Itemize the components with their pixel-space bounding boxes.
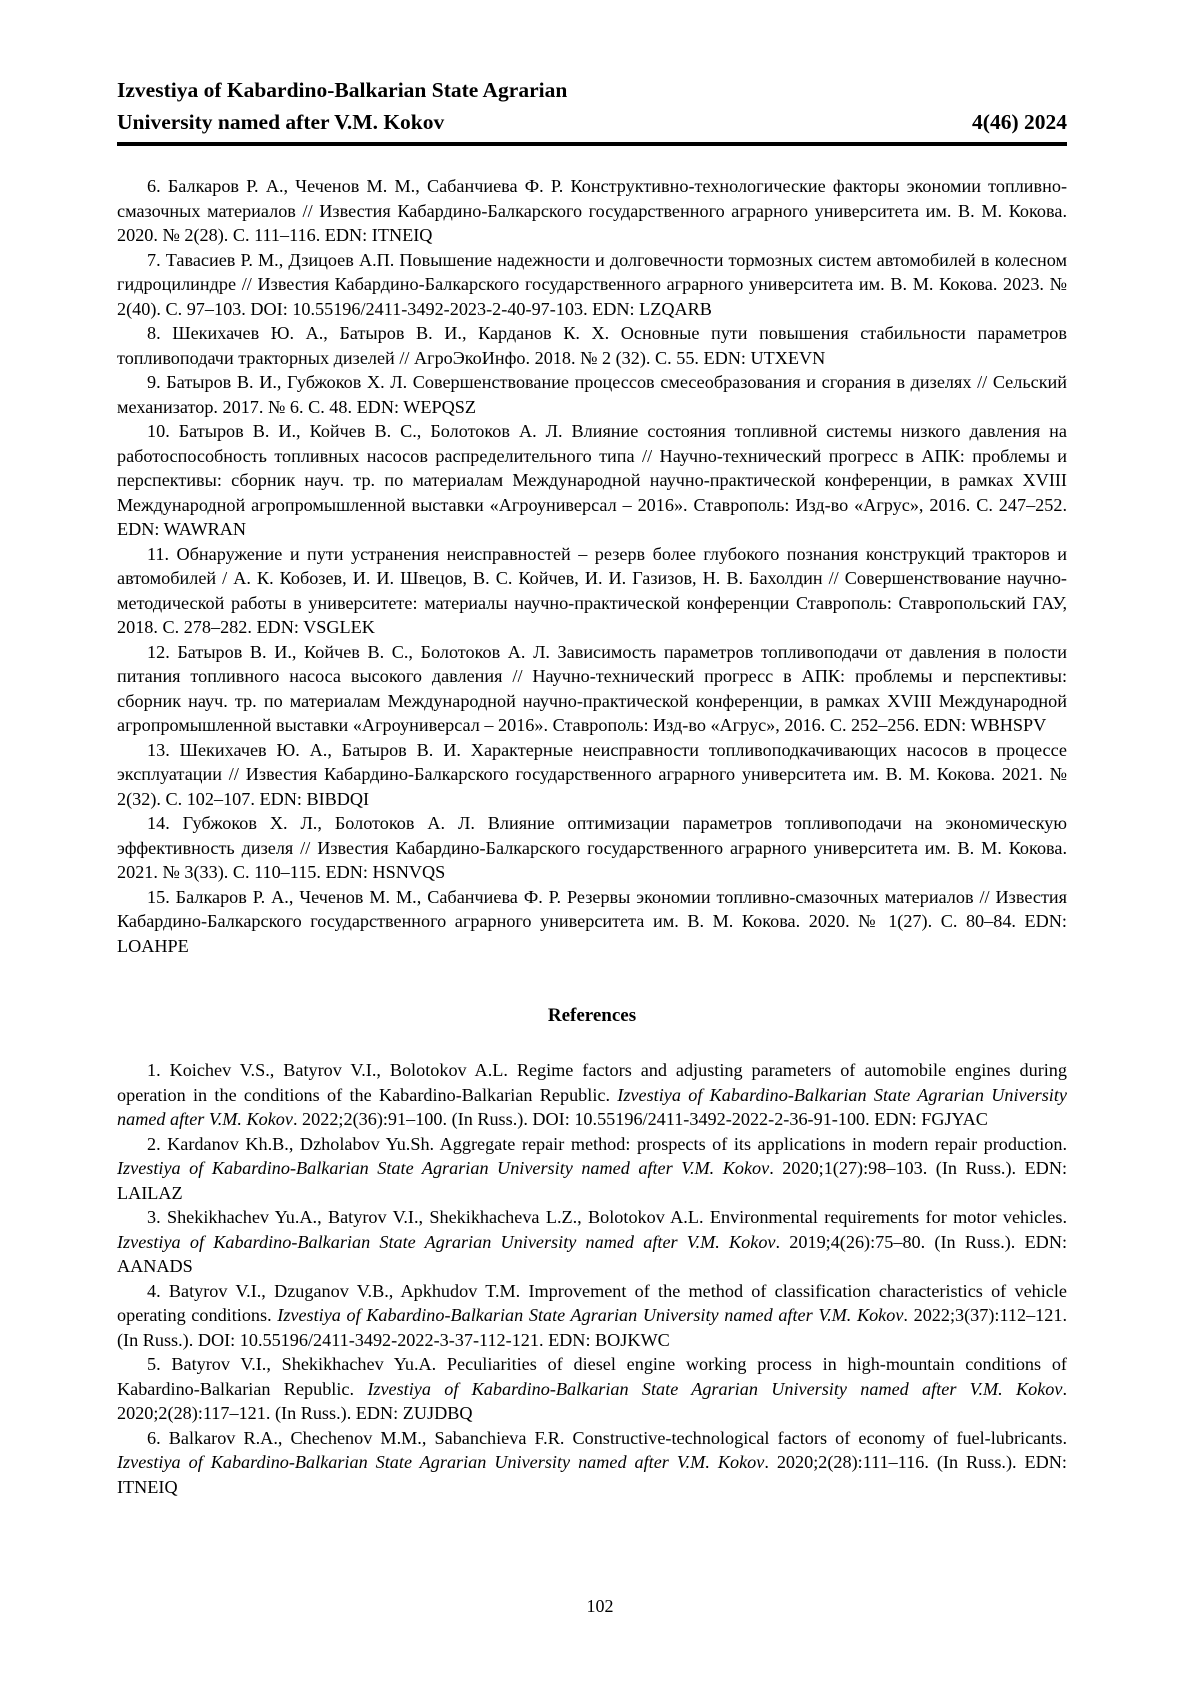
english-reference-list — [117, 1058, 1067, 1499]
reference-item: 7. Тавасиев Р. М., Дзицоев А.П. Повышение надежности и долговечности тормозных систем автомобилей в колесном гидроцилиндре // Известия Кабардино-Балкарского государственного аграрного университета им. В. М. Кокова. 2023. № 2(40). С. 97–103. DOI: 10.55196/2411-3492-2023-2-40-97-103. EDN: LZQARB — [117, 248, 1067, 322]
page-number: 102 — [0, 1594, 1200, 1618]
reference-item: 6. Балкаров Р. А., Чеченов М. М., Сабанчиева Ф. Р. Конструктивно-технологические факторы экономии топливно-смазочных материалов // Известия Кабардино-Балкарского государственного аграрного университета им. В. М. Кокова. 2020. № 2(28). С. 111–116. EDN: ITNEIQ — [117, 174, 1067, 248]
reference-item — [117, 1426, 1067, 1500]
reference-item: 15. Балкаров Р. А., Чеченов М. М., Сабанчиева Ф. Р. Резервы экономии топливно-смазочных материалов // Известия Кабардино-Балкарского государственного аграрного университета им. В. М. Кокова. 2020. № 1(27). С. 80–84. EDN: LOAHPE — [117, 885, 1067, 959]
reference-details: . 2020;2(28):117–121. (In Russ.). EDN: ZUJDBQ — [117, 1379, 1067, 1424]
reference-details: . 2020;1(27):98–103. (In Russ.). EDN: LAILAZ — [117, 1158, 1067, 1203]
reference-details: . 2022;3(37):112–121. (In Russ.). DOI: 10.55196/2411-3492-2022-3-37-112-121. EDN: BOJKWC — [117, 1305, 1067, 1350]
reference-authors-title: 3. Shekikhachev Yu.A., Batyrov V.I., Shekikhacheva L.Z., Bolotokov A.L. Environmental requirements for motor vehicles. — [147, 1207, 1067, 1227]
reference-journal: Izvestiya of Kabardino-Balkarian State Agrarian University named after V.M. Kokov — [277, 1305, 903, 1325]
journal-title-line2: University named after V.M. Kokov — [117, 106, 444, 138]
reference-journal: Izvestiya of Kabardino-Balkarian State Agrarian University named after V.M. Kokov — [117, 1158, 769, 1178]
reference-journal: Izvestiya of Kabardino-Balkarian State Agrarian University named after V.M. Kokov — [117, 1232, 776, 1252]
reference-item: 11. Обнаружение и пути устранения неисправностей – резерв более глубокого познания конструкций тракторов и автомобилей / А. К. Кобозев, И. И. Швецов, В. С. Койчев, И. И. Газизов, Н. В. Бахолдин // Совершенствование научно-методической работы в университете: материалы научно-практической конференции Ставрополь: Ставропольский ГАУ, 2018. С. 278–282. EDN: VSGLEK — [117, 542, 1067, 640]
reference-authors-title: 4. Batyrov V.I., Dzuganov V.B., Apkhudov T.M. Improvement of the method of classification characteristics of vehicle operating conditions. — [117, 1281, 1067, 1326]
header-divider — [117, 142, 1067, 146]
reference-authors-title: 2. Kardanov Kh.B., Dzholabov Yu.Sh. Aggregate repair method: prospects of its applications in modern repair production. — [147, 1134, 1067, 1154]
header-line-1 — [117, 74, 1067, 106]
reference-details: . 2020;2(28):111–116. (In Russ.). EDN: ITNEIQ — [117, 1452, 1067, 1497]
reference-item: 14. Губжоков Х. Л., Болотоков А. Л. Влияние оптимизации параметров топливоподачи на экономическую эффективность дизеля // Известия Кабардино-Балкарского государственного аграрного университета им. В. М. Кокова. 2021. № 3(33). С. 110–115. EDN: HSNVQS — [117, 811, 1067, 885]
reference-item: 9. Батыров В. И., Губжоков Х. Л. Совершенствование процессов смесеобразования и сгорания в дизелях // Сельский механизатор. 2017. № 6. С. 48. EDN: WEPQSZ — [117, 370, 1067, 419]
article-body — [117, 174, 1067, 1499]
header-line-2 — [117, 106, 1067, 138]
journal-title-line1: Izvestiya of Kabardino-Balkarian State Agrarian — [117, 74, 567, 106]
russian-reference-list — [117, 174, 1067, 958]
reference-item: 10. Батыров В. И., Койчев В. С., Болотоков А. Л. Влияние состояния топливной системы низкого давления на работоспособность топливных насосов распределительного типа // Научно-технический прогресс в АПК: проблемы и перспективы: сборник науч. тр. по материалам Международной научно-практической конференции, в рамках XVIII Международной агропромышленной выставки «Агроуниверсал – 2016». Ставрополь: Изд-во «Агрус», 2016. С. 247–252. EDN: WAWRAN — [117, 419, 1067, 542]
page — [0, 0, 1200, 1697]
running-header — [117, 74, 1067, 138]
reference-details: . 2019;4(26):75–80. (In Russ.). EDN: AANADS — [117, 1232, 1067, 1277]
issue-number: 4(46) 2024 — [972, 106, 1067, 138]
reference-authors-title: 6. Balkarov R.A., Chechenov M.M., Sabanchieva F.R. Constructive-technological factors of economy of fuel-lubricants. — [147, 1428, 1067, 1448]
references-heading: References — [117, 1004, 1067, 1028]
reference-authors-title: 5. Batyrov V.I., Shekikhachev Yu.A. Peculiarities of diesel engine working process in high-mountain conditions of Kabardino-Balkarian Republic. — [117, 1354, 1067, 1399]
reference-journal: Izvestiya of Kabardino-Balkarian State Agrarian University named after V.M. Kokov — [117, 1085, 1067, 1130]
reference-details: . 2022;2(36):91–100. (In Russ.). DOI: 10.55196/2411-3492-2022-2-36-91-100. EDN: FGJYAC — [293, 1109, 988, 1129]
reference-item — [117, 1352, 1067, 1426]
reference-item — [117, 1132, 1067, 1206]
reference-journal: Izvestiya of Kabardino-Balkarian State Agrarian University named after V.M. Kokov — [367, 1379, 1062, 1399]
reference-item: 8. Шекихачев Ю. А., Батыров В. И., Карданов К. Х. Основные пути повышения стабильности параметров топливоподачи тракторных дизелей // АгроЭкоИнфо. 2018. № 2 (32). С. 55. EDN: UTXEVN — [117, 321, 1067, 370]
reference-item: 12. Батыров В. И., Койчев В. С., Болотоков А. Л. Зависимость параметров топливоподачи от давления в полости питания топливного насоса высокого давления // Научно-технический прогресс в АПК: проблемы и перспективы: сборник науч. тр. по материалам Международной научно-практической конференции, в рамках XVIII Международной агропромышленной выставки «Агроуниверсал – 2016». Ставрополь: Изд-во «Агрус», 2016. С. 252–256. EDN: WBHSPV — [117, 640, 1067, 738]
reference-item — [117, 1279, 1067, 1353]
reference-item — [117, 1058, 1067, 1132]
reference-item — [117, 1205, 1067, 1279]
reference-journal: Izvestiya of Kabardino-Balkarian State Agrarian University named after V.M. Kokov — [117, 1452, 764, 1472]
reference-authors-title: 1. Koichev V.S., Batyrov V.I., Bolotokov A.L. Regime factors and adjusting parameters of automobile engines during operation in the conditions of the Kabardino-Balkarian Republic. — [117, 1060, 1067, 1105]
reference-item: 13. Шекихачев Ю. А., Батыров В. И. Характерные неисправности топливоподкачивающих насосов в процессе эксплуатации // Известия Кабардино-Балкарского государственного аграрного университета им. В. М. Кокова. 2021. № 2(32). С. 102–107. EDN: BIBDQI — [117, 738, 1067, 812]
